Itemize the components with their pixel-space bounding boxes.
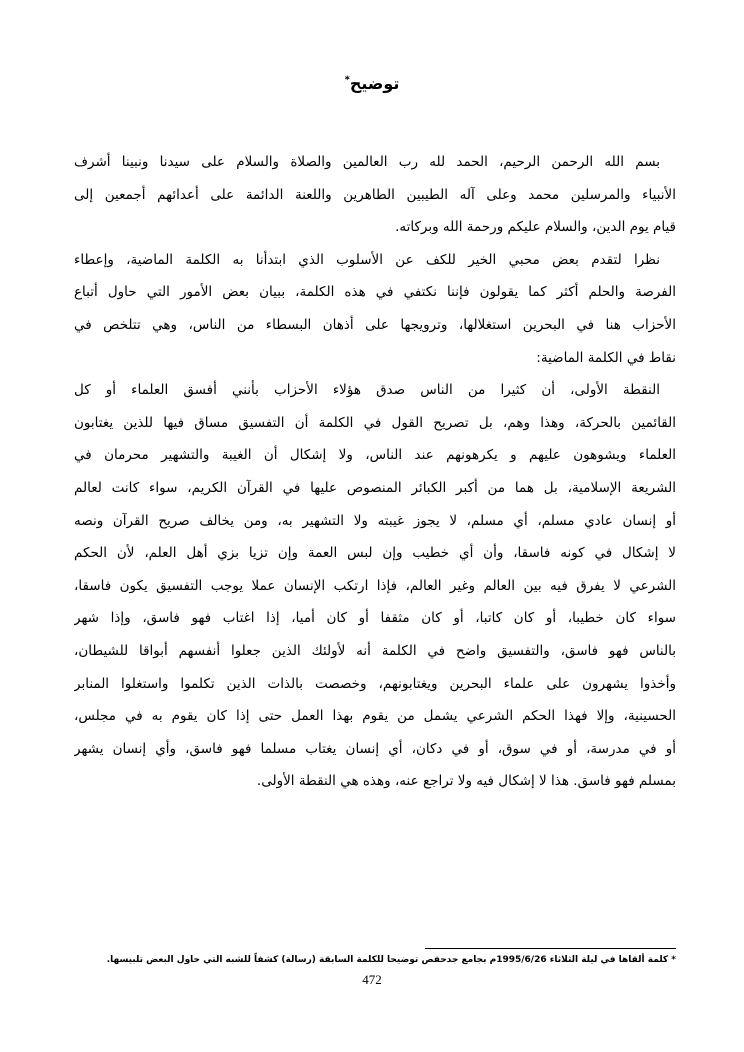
body-text <box>74 146 676 798</box>
text-line: أو في مدرسة، أو في سوق، أو في دكان، أي إنسان يغتاب مسلما فهو فاسق، وأي إنسان يشهر <box>74 740 676 757</box>
text-line: النقطة الأولى، أن كثيرا من الناس صدق هؤلاء الأحزاب بأنني أفسق العلماء أو كل <box>74 382 660 399</box>
text-line: أو إنسان عادي مسلم، أي مسلم، لا يجوز غيبته ولا التشهير به، ومن يخالف صريح القرآن ونصه <box>74 512 676 529</box>
text-line: الحسينية، وإلا فهذا الحكم الشرعي يشمل من يقوم بهذا العمل حتى إذا كان يقوم به في مجلس، <box>74 708 676 725</box>
text-line: بمسلم فهو فاسق. هذا لا إشكال فيه ولا تراجع عنه، وهذه هي النقطة الأولى. <box>256 773 676 790</box>
text-line: قيام يوم الدين، والسلام عليكم ورحمة الله وبركاته. <box>395 219 676 236</box>
footnote: * كلمة ألقاها في ليلة الثلاثاء 1995/6/26م بجامع جدحفص توضيحا للكلمة السابقة (رسالة) كشفاً للشبه التي حاول البعض تلبيسها. <box>106 955 676 965</box>
footnote-marker: * <box>344 74 350 86</box>
text-line: الشرعي لا يفرق فيه بين العالم وغير العالم، فإذا ارتكب الإنسان عملا يوجب التفسيق يكون فاسقا، <box>74 577 676 594</box>
text-line: القائمين بالحركة، وهذا وهم، بل تصريح القول في الكلمة أن التفسيق مساق فيها للذين يغتابون <box>74 414 676 431</box>
text-line: لا إشكال في كونه فاسقا، وأن أي خطيب وإن لبس العمة وإن تزيا بزي أهل العلم، لأن الحكم <box>74 545 676 562</box>
text-line: سواء كان خطيبا، أو كان كاتبا، أو كان مثقفا أو كان أميا، إذا اغتاب فهو فاسق، وإذا شهر <box>74 610 676 627</box>
text-line: نظرا لتقدم بعض محبي الخير للكف عن الأسلوب الذي ابتدأنا به الكلمة الماضية، وإعطاء <box>74 251 660 268</box>
footnote-divider <box>425 948 676 949</box>
text-line: الشريعة الإسلامية، بل هما من أكبر الكبائر المنصوص عليها في القرآن الكريم، سواء كانت لعالم <box>74 479 676 496</box>
text-line: الأحزاب هنا في البحرين استغلالها، وترويجها على أذهان البسطاء من الناس، وهي تتلخص في <box>74 316 676 333</box>
text-line: بالناس فهو فاسق، والتفسيق واضح في الكلمة أنه لأولئك الذين جعلوا أنفسهم أبواقا للشيطان، <box>74 642 676 659</box>
text-line: بسم الله الرحمن الرحيم، الحمد لله رب العالمين والصلاة والسلام على سيدنا ونبينا أشرف <box>74 154 660 170</box>
text-line: نقاط في الكلمة الماضية: <box>536 349 676 366</box>
text-line: الفرصة والحلم أكثر كما يقولون فإننا نكتفي في هذه الكلمة، ببيان بعض الأمور التي حاول أتباع <box>74 284 676 301</box>
title-text: توضيح <box>349 74 400 93</box>
page-title <box>0 74 744 93</box>
paragraph-3 <box>74 374 676 798</box>
text-line: وأخذوا يشهرون على علماء البحرين ويغتابونهم، وخصصت بالذات الذين تكلموا واستغلوا المنابر <box>74 675 676 692</box>
text-line: الأنبياء والمرسلين محمد وعلى آله الطيبين الطاهرين واللعنة الدائمة على أعدائهم أجمعين إلى <box>74 186 676 203</box>
paragraph-2 <box>74 244 676 374</box>
text-line: العلماء ويشوهون عليهم و يكرهونهم عند الناس، ولا إشكال أن الغيبة والتشهير محرمان في <box>74 447 676 464</box>
page-number: 472 <box>362 972 382 987</box>
paragraph-1 <box>74 146 676 244</box>
